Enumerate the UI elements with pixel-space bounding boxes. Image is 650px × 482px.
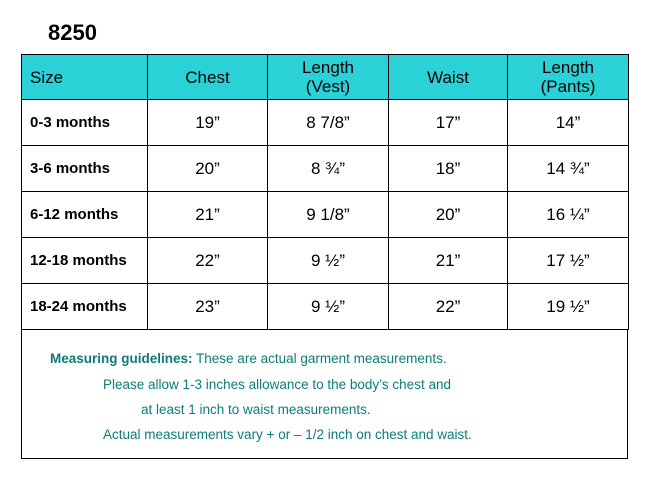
cell-length-pants: 14” <box>508 100 629 146</box>
header-length-pants-sub: (Pants) <box>540 77 596 96</box>
cell-length-pants: 14 ¾” <box>508 146 629 192</box>
guidelines-label: Measuring guidelines: <box>50 351 193 366</box>
table-row <box>22 284 629 330</box>
cell-length-vest: 9 ½” <box>268 284 389 330</box>
header-length-pants <box>508 55 629 100</box>
header-waist-label: Waist <box>427 67 469 87</box>
cell-chest: 23” <box>148 284 268 330</box>
cell-size: 3-6 months <box>22 146 148 192</box>
cell-waist: 18” <box>389 146 508 192</box>
header-size <box>22 55 148 100</box>
page-title: 8250 <box>48 20 97 45</box>
cell-waist: 21” <box>389 238 508 284</box>
table-row <box>22 192 629 238</box>
measuring-guidelines-box <box>21 330 628 459</box>
cell-waist: 20” <box>389 192 508 238</box>
cell-length-vest: 8 7/8” <box>268 100 389 146</box>
cell-size: 0-3 months <box>22 100 148 146</box>
cell-length-pants: 17 ½” <box>508 238 629 284</box>
cell-length-vest: 9 ½” <box>268 238 389 284</box>
cell-length-vest: 8 ¾” <box>268 146 389 192</box>
guidelines-line-3: at least 1 inch to waist measurements. <box>141 402 371 417</box>
cell-size: 6-12 months <box>22 192 148 238</box>
cell-size: 18-24 months <box>22 284 148 330</box>
cell-waist: 17” <box>389 100 508 146</box>
cell-length-pants: 19 ½” <box>508 284 629 330</box>
cell-chest: 22” <box>148 238 268 284</box>
cell-waist: 22” <box>389 284 508 330</box>
guidelines-line-2: Please allow 1-3 inches allowance to the body’s chest and <box>103 377 451 392</box>
cell-length-pants: 16 ¼” <box>508 192 629 238</box>
guidelines-line-1 <box>50 351 447 366</box>
table-row <box>22 146 629 192</box>
table-header-row <box>22 55 629 100</box>
header-chest-label: Chest <box>185 67 230 87</box>
size-chart-table <box>21 54 629 330</box>
cell-chest: 21” <box>148 192 268 238</box>
cell-chest: 19” <box>148 100 268 146</box>
table-row <box>22 238 629 284</box>
header-length-vest <box>268 55 389 100</box>
guidelines-line-4: Actual measurements vary + or – 1/2 inch on chest and waist. <box>103 427 472 442</box>
header-size-label: Size <box>30 67 64 87</box>
header-length-vest-label: Length <box>302 58 354 77</box>
header-length-pants-label: Length <box>542 58 594 77</box>
cell-size: 12-18 months <box>22 238 148 284</box>
table-row <box>22 100 629 146</box>
cell-length-vest: 9 1/8” <box>268 192 389 238</box>
header-length-vest-sub: (Vest) <box>305 77 351 96</box>
header-chest <box>148 55 268 100</box>
cell-chest: 20” <box>148 146 268 192</box>
header-waist <box>389 55 508 100</box>
guidelines-text-1: These are actual garment measurements. <box>192 351 447 366</box>
